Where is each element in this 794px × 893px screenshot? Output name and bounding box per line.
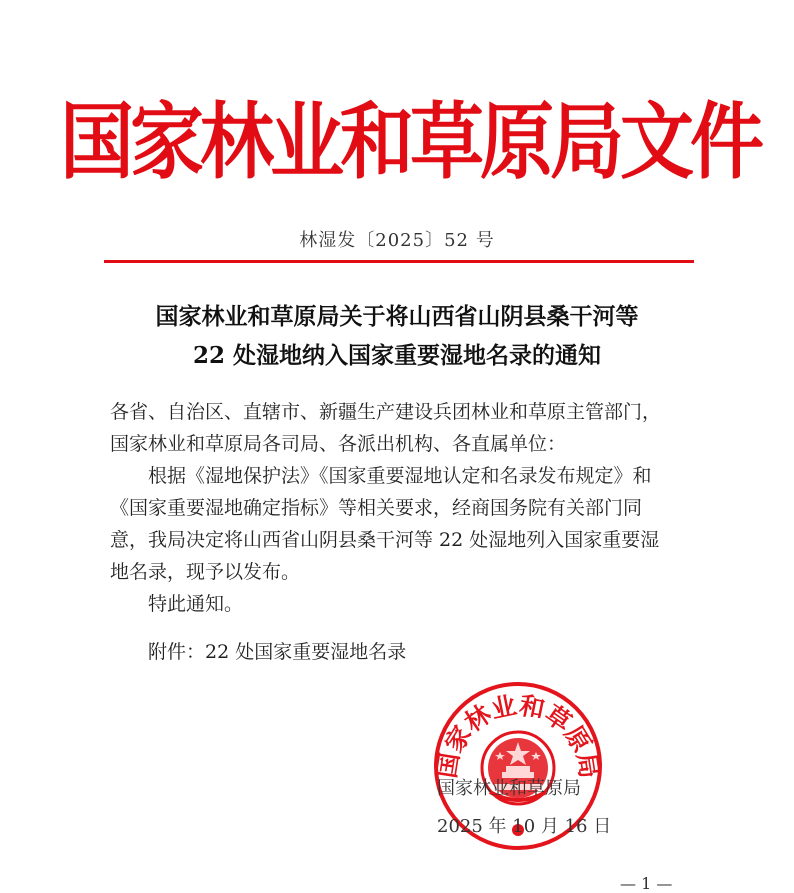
closing-line: 特此通知。 — [148, 593, 244, 615]
document-number: 林湿发〔2025〕52 号 — [299, 230, 495, 251]
document-title-line-2: 22 处湿地纳入国家重要湿地名录的通知 — [192, 342, 601, 369]
page-number: — 1 — — [620, 874, 673, 893]
body-line: 《国家重要湿地确定指标》等相关要求，经商国务院有关部门同 — [110, 497, 643, 519]
attachment-line: 附件：22 处国家重要湿地名录 — [148, 641, 407, 663]
red-divider-line — [104, 260, 694, 263]
masthead: 国家林业和草原局文件 — [60, 94, 760, 191]
body-line: 各省、自治区、直辖市、新疆生产建设兵团林业和草原主管部门， — [110, 401, 662, 423]
document-title-line-1: 国家林业和草原局关于将山西省山阴县桑干河等 — [155, 303, 639, 330]
seal-text: 国家林业和草原局 — [432, 690, 604, 781]
body-line: 根据《湿地保护法》《国家重要湿地认定和名录发布规定》和 — [148, 465, 652, 487]
signature-date: 2025 年 10 月 16 日 — [437, 816, 612, 837]
body-line: 地名录，现予以发布。 — [110, 561, 301, 583]
body-line: 国家林业和草原局各司局、各派出机构、各直属单位： — [110, 433, 567, 455]
body-line: 意，我局决定将山西省山阴县桑干河等 22 处湿地列入国家重要湿 — [110, 529, 660, 551]
signature-org: 国家林业和草原局 — [437, 778, 581, 799]
